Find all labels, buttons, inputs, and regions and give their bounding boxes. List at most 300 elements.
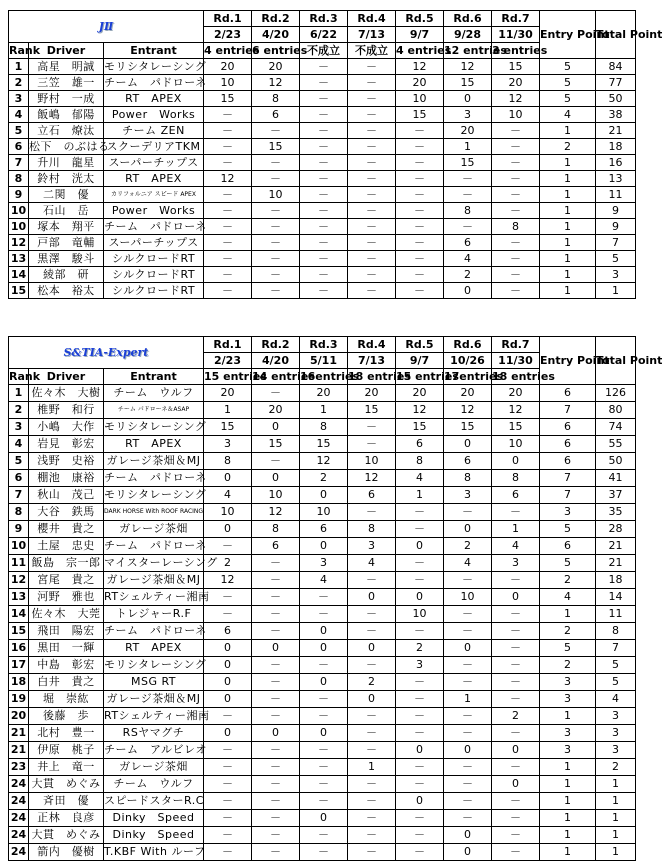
result-cell: 6 [348,487,396,504]
result-cell: － [396,283,444,299]
result-cell: 0 [204,521,252,538]
driver-header: Driver [29,369,104,385]
result-cell: 10 [396,606,444,623]
round-date: 2/23 [204,27,252,43]
total-point-cell: 50 [596,91,636,107]
driver-cell: 黒澤 駿斗 [29,251,104,267]
result-cell: 4 [444,555,492,572]
entrant-header: Entrant [104,43,204,59]
result-cell: 3 [348,538,396,555]
entry-point-cell: 1 [540,267,596,283]
result-cell: － [348,708,396,725]
total-point-cell: 5 [596,674,636,691]
result-cell: － [252,219,300,235]
entrant-cell: Power Works [104,107,204,123]
driver-cell: 飯島 宗一郎 [29,555,104,572]
result-cell: － [348,436,396,453]
driver-cell: 後藤 歩 [29,708,104,725]
result-cell: 8 [300,419,348,436]
result-cell: － [300,606,348,623]
result-cell: 0 [252,419,300,436]
rank-cell: 14 [9,606,29,623]
table-row [9,725,636,742]
result-cell: 6 [300,521,348,538]
rank-cell: 4 [9,436,29,453]
driver-cell: 浅野 史裕 [29,453,104,470]
round-date: 11/30 [492,353,540,369]
rank-cell: 18 [9,674,29,691]
round-entries: 4 entries [396,44,452,57]
entrant-cell: Dinky Speed [104,810,204,827]
result-cell: 20 [444,385,492,402]
result-cell: 20 [396,75,444,91]
result-cell: － [396,219,444,235]
result-cell: － [252,283,300,299]
round-date: 5/11 [300,353,348,369]
rank-cell: 6 [9,139,29,155]
entrant-cell: スクーデリアTKM [104,139,204,155]
driver-cell: 中島 彰宏 [29,657,104,674]
table-row [9,187,636,203]
driver-cell: 鈴村 洸太 [29,171,104,187]
driver-cell: 岩見 彰宏 [29,436,104,453]
result-cell: － [300,107,348,123]
result-cell: 2 [204,555,252,572]
rank-cell: 5 [9,123,29,139]
entrant-cell: ガレージ茶畑＆MJ [104,572,204,589]
entry-point-cell: 1 [540,219,596,235]
result-cell: － [492,139,540,155]
result-cell: 10 [492,436,540,453]
total-point-cell: 55 [596,436,636,453]
driver-cell: 大谷 鉄馬 [29,504,104,521]
result-cell: － [396,759,444,776]
result-cell: － [396,155,444,171]
entry-point-cell: 2 [540,572,596,589]
total-point-cell: 9 [596,203,636,219]
result-cell: － [204,187,252,203]
table-row [9,589,636,606]
entry-point-cell: 1 [540,793,596,810]
result-cell: － [348,725,396,742]
entrant-cell: RT APEX [104,640,204,657]
result-cell: － [252,674,300,691]
result-cell: － [300,691,348,708]
table-row [9,123,636,139]
entry-point-cell: 2 [540,623,596,640]
rank-cell: 11 [9,555,29,572]
result-cell: 0 [300,487,348,504]
result-cell: 10 [252,187,300,203]
round-date: 4/20 [252,27,300,43]
result-cell: － [492,572,540,589]
result-cell: 2 [492,708,540,725]
entry-point-cell: 1 [540,844,596,861]
result-cell: － [444,657,492,674]
result-cell: － [396,139,444,155]
table-row [9,267,636,283]
entry-point-cell: 7 [540,487,596,504]
result-cell: 10 [348,453,396,470]
rank-cell: 3 [9,419,29,436]
total-point-cell: 80 [596,402,636,419]
result-cell: 15 [204,419,252,436]
round-label: Rd.4 [348,11,396,27]
entrant-cell: チーム ウルフ [104,776,204,793]
result-cell: － [444,674,492,691]
table-row [9,251,636,267]
total-point-cell: 14 [596,589,636,606]
result-cell: － [300,123,348,139]
entry-point-cell: 6 [540,419,596,436]
entry-point-cell: 6 [540,385,596,402]
result-cell: 1 [444,691,492,708]
result-cell: － [252,203,300,219]
rank-cell: 17 [9,657,29,674]
round-entries: 14 entries [252,370,315,383]
entrant-cell: RT APEX [104,171,204,187]
result-cell: － [252,810,300,827]
result-cell: － [444,810,492,827]
result-cell: － [300,219,348,235]
result-cell: 20 [492,75,540,91]
result-cell: 3 [204,436,252,453]
result-cell: － [252,453,300,470]
result-cell: － [204,155,252,171]
rank-cell: 20 [9,708,29,725]
total-point-header: Total Point [596,337,636,385]
result-cell: 12 [252,75,300,91]
total-point-cell: 5 [596,657,636,674]
entry-point-cell: 1 [540,776,596,793]
result-cell: － [492,203,540,219]
result-cell: － [348,283,396,299]
result-cell: 1 [204,402,252,419]
table-row [9,606,636,623]
rank-cell: 24 [9,810,29,827]
entry-point-cell: 1 [540,708,596,725]
total-point-cell: 5 [596,251,636,267]
result-cell: 8 [396,453,444,470]
entry-point-cell: 1 [540,203,596,219]
table-row [9,810,636,827]
result-cell: － [396,235,444,251]
table-row [9,623,636,640]
entry-point-cell: 1 [540,155,596,171]
result-cell: － [300,283,348,299]
result-cell: － [252,123,300,139]
table-row [9,844,636,861]
driver-cell: 塚本 翔平 [29,219,104,235]
result-cell: － [492,759,540,776]
entrant-cell: チーム パドローネ [104,470,204,487]
entry-point-cell: 5 [540,75,596,91]
result-cell: 4 [444,251,492,267]
entrant-cell: RTシェルティー湘南 [104,589,204,606]
entrant-cell: ガレージ茶畑＆MJ [104,691,204,708]
entrant-cell: マイスターレーシング [104,555,204,572]
rank-cell: 1 [9,59,29,75]
total-point-cell: 11 [596,606,636,623]
result-cell: 8 [252,521,300,538]
rank-cell: 2 [9,402,29,419]
rank-cell: 19 [9,691,29,708]
result-cell: － [252,235,300,251]
round-date: 10/26 [444,353,492,369]
result-cell: 3 [444,107,492,123]
table-row [9,657,636,674]
result-cell: － [444,725,492,742]
result-cell: － [300,155,348,171]
result-cell: － [252,742,300,759]
driver-cell: 立石 燎汰 [29,123,104,139]
result-cell: － [300,139,348,155]
rank-cell: 21 [9,725,29,742]
result-cell: － [252,759,300,776]
result-cell: 12 [444,402,492,419]
rank-cell: 23 [9,759,29,776]
result-cell: 0 [252,725,300,742]
round-label: Rd.1 [204,337,252,353]
table-row [9,827,636,844]
total-point-cell: 37 [596,487,636,504]
result-cell: 0 [300,810,348,827]
table-row [9,75,636,91]
total-point-cell: 1 [596,793,636,810]
driver-cell: 石山 岳 [29,203,104,219]
total-point-cell: 1 [596,283,636,299]
result-cell: － [492,844,540,861]
entrant-cell: スピードスターR.C [104,793,204,810]
entrant-cell: チーム パドローネ＆ASAP [104,402,204,419]
result-cell: － [492,623,540,640]
round-label: Rd.6 [444,11,492,27]
result-cell: 0 [204,725,252,742]
round-date: 7/13 [348,27,396,43]
result-cell: － [444,793,492,810]
entry-point-cell: 1 [540,251,596,267]
result-cell: － [396,844,444,861]
result-cell: 0 [348,589,396,606]
result-cell: 20 [348,385,396,402]
result-cell: － [300,187,348,203]
rank-cell: 16 [9,640,29,657]
result-cell: 4 [300,572,348,589]
rank-cell: 8 [9,171,29,187]
table-row [9,487,636,504]
result-cell: 20 [444,123,492,139]
result-cell: 0 [444,640,492,657]
result-cell: 10 [252,487,300,504]
rank-cell: 24 [9,844,29,861]
entry-point-cell: 5 [540,521,596,538]
result-cell: － [252,385,300,402]
table-row [9,572,636,589]
result-cell: 20 [492,385,540,402]
round-date: 4/20 [252,353,300,369]
result-cell: － [348,139,396,155]
table-row [9,742,636,759]
table-row [9,759,636,776]
result-cell: － [396,251,444,267]
total-point-cell: 11 [596,187,636,203]
result-cell: － [252,844,300,861]
round-label: Rd.2 [252,337,300,353]
driver-cell: 堀 崇紘 [29,691,104,708]
entry-point-cell: 1 [540,171,596,187]
round-label: Rd.6 [444,337,492,353]
entry-point-cell: 3 [540,691,596,708]
result-cell: － [396,810,444,827]
entrant-cell: チーム パドローネ [104,220,207,233]
result-cell: － [348,504,396,521]
result-cell: － [492,691,540,708]
rank-cell: 7 [9,155,29,171]
rank-cell: 4 [9,107,29,123]
result-cell: 10 [444,589,492,606]
result-cell: － [252,708,300,725]
round-label: Rd.5 [396,11,444,27]
result-cell: 0 [396,589,444,606]
entrant-cell: トレジャーR.F [104,606,204,623]
result-cell: 0 [396,538,444,555]
driver-cell: 大貫 めぐみ [29,776,104,793]
table-row [9,283,636,299]
result-cell: 2 [444,538,492,555]
total-point-cell: 7 [596,640,636,657]
result-cell: － [300,776,348,793]
round-entries: 12 entries [444,44,507,57]
driver-cell: 北村 豊一 [29,725,104,742]
result-cell: 2 [444,267,492,283]
result-cell: 15 [348,402,396,419]
round-entries: 不成立 [300,43,348,59]
round-label: Rd.3 [300,11,348,27]
entrant-cell: チーム パドローネ [104,76,207,89]
total-point-cell: 7 [596,235,636,251]
rank-cell: 21 [9,742,29,759]
result-cell: － [204,219,252,235]
result-cell: 6 [252,538,300,555]
entry-point-cell: 2 [540,657,596,674]
result-cell: － [204,267,252,283]
table-row [9,402,636,419]
result-cell: － [348,810,396,827]
rank-cell: 13 [9,251,29,267]
result-cell: 0 [444,283,492,299]
result-cell: － [348,776,396,793]
entrant-cell: チーム ウルフ [104,385,204,402]
driver-cell: 松下 のぶはる [29,140,110,153]
entry-point-cell: 4 [540,589,596,606]
result-cell: － [204,538,252,555]
driver-cell: 戸部 竜輔 [29,235,104,251]
result-cell: 0 [300,538,348,555]
result-cell: 12 [348,470,396,487]
result-cell: 8 [444,203,492,219]
result-cell: － [300,59,348,75]
result-cell: － [204,759,252,776]
result-cell: － [252,572,300,589]
result-cell: － [396,674,444,691]
driver-cell: 佐々木 大莞 [29,606,104,623]
result-cell: 10 [204,504,252,521]
entry-point-cell: 6 [540,436,596,453]
total-point-cell: 35 [596,504,636,521]
table-row [9,640,636,657]
driver-cell: 秋山 茂己 [29,487,104,504]
rank-cell: 1 [9,385,29,402]
result-cell: 15 [444,419,492,436]
entry-point-cell: 6 [540,538,596,555]
result-cell: 2 [396,640,444,657]
result-cell: － [204,810,252,827]
table-row [9,555,636,572]
rank-cell: 15 [9,623,29,640]
round-date: 9/7 [396,353,444,369]
result-cell: 15 [252,436,300,453]
result-cell: 12 [252,504,300,521]
entry-point-cell: 1 [540,187,596,203]
total-point-cell: 2 [596,759,636,776]
driver-cell: 飛田 陽宏 [29,623,104,640]
total-point-cell: 16 [596,155,636,171]
result-cell: － [204,827,252,844]
entry-point-cell: 1 [540,283,596,299]
round-entries: 18 entries [348,370,411,383]
result-cell: － [300,827,348,844]
result-cell: 4 [492,538,540,555]
result-cell: － [348,251,396,267]
result-cell: － [252,555,300,572]
round-date: 9/7 [396,27,444,43]
table-row [9,155,636,171]
result-cell: － [204,742,252,759]
result-cell: － [444,623,492,640]
round-entries: 3 entries [492,44,548,57]
result-cell: － [396,123,444,139]
result-cell: － [252,606,300,623]
round-label: Rd.3 [300,337,348,353]
result-cell: － [300,171,348,187]
result-cell: 0 [252,470,300,487]
result-cell: － [204,793,252,810]
result-cell: － [492,793,540,810]
entry-point-cell: 5 [540,59,596,75]
result-cell: － [348,623,396,640]
result-cell: － [348,203,396,219]
result-cell: － [348,187,396,203]
result-cell: 12 [492,402,540,419]
result-cell: 6 [396,436,444,453]
result-cell: － [300,91,348,107]
total-point-cell: 1 [596,827,636,844]
total-point-cell: 77 [596,75,636,91]
result-cell: 0 [444,844,492,861]
result-cell: 12 [396,59,444,75]
round-entries: 16entries [300,370,360,383]
entrant-cell: MSG RT [104,674,204,691]
round-date: 2/23 [204,353,252,369]
result-cell: － [348,107,396,123]
table-row [9,538,636,555]
entrant-cell: スーパーチップス [104,235,204,251]
result-cell: － [492,251,540,267]
round-label: Rd.1 [204,11,252,27]
entrant-cell: Power Works [104,203,204,219]
total-point-cell: 9 [596,219,636,235]
result-cell: 12 [204,572,252,589]
